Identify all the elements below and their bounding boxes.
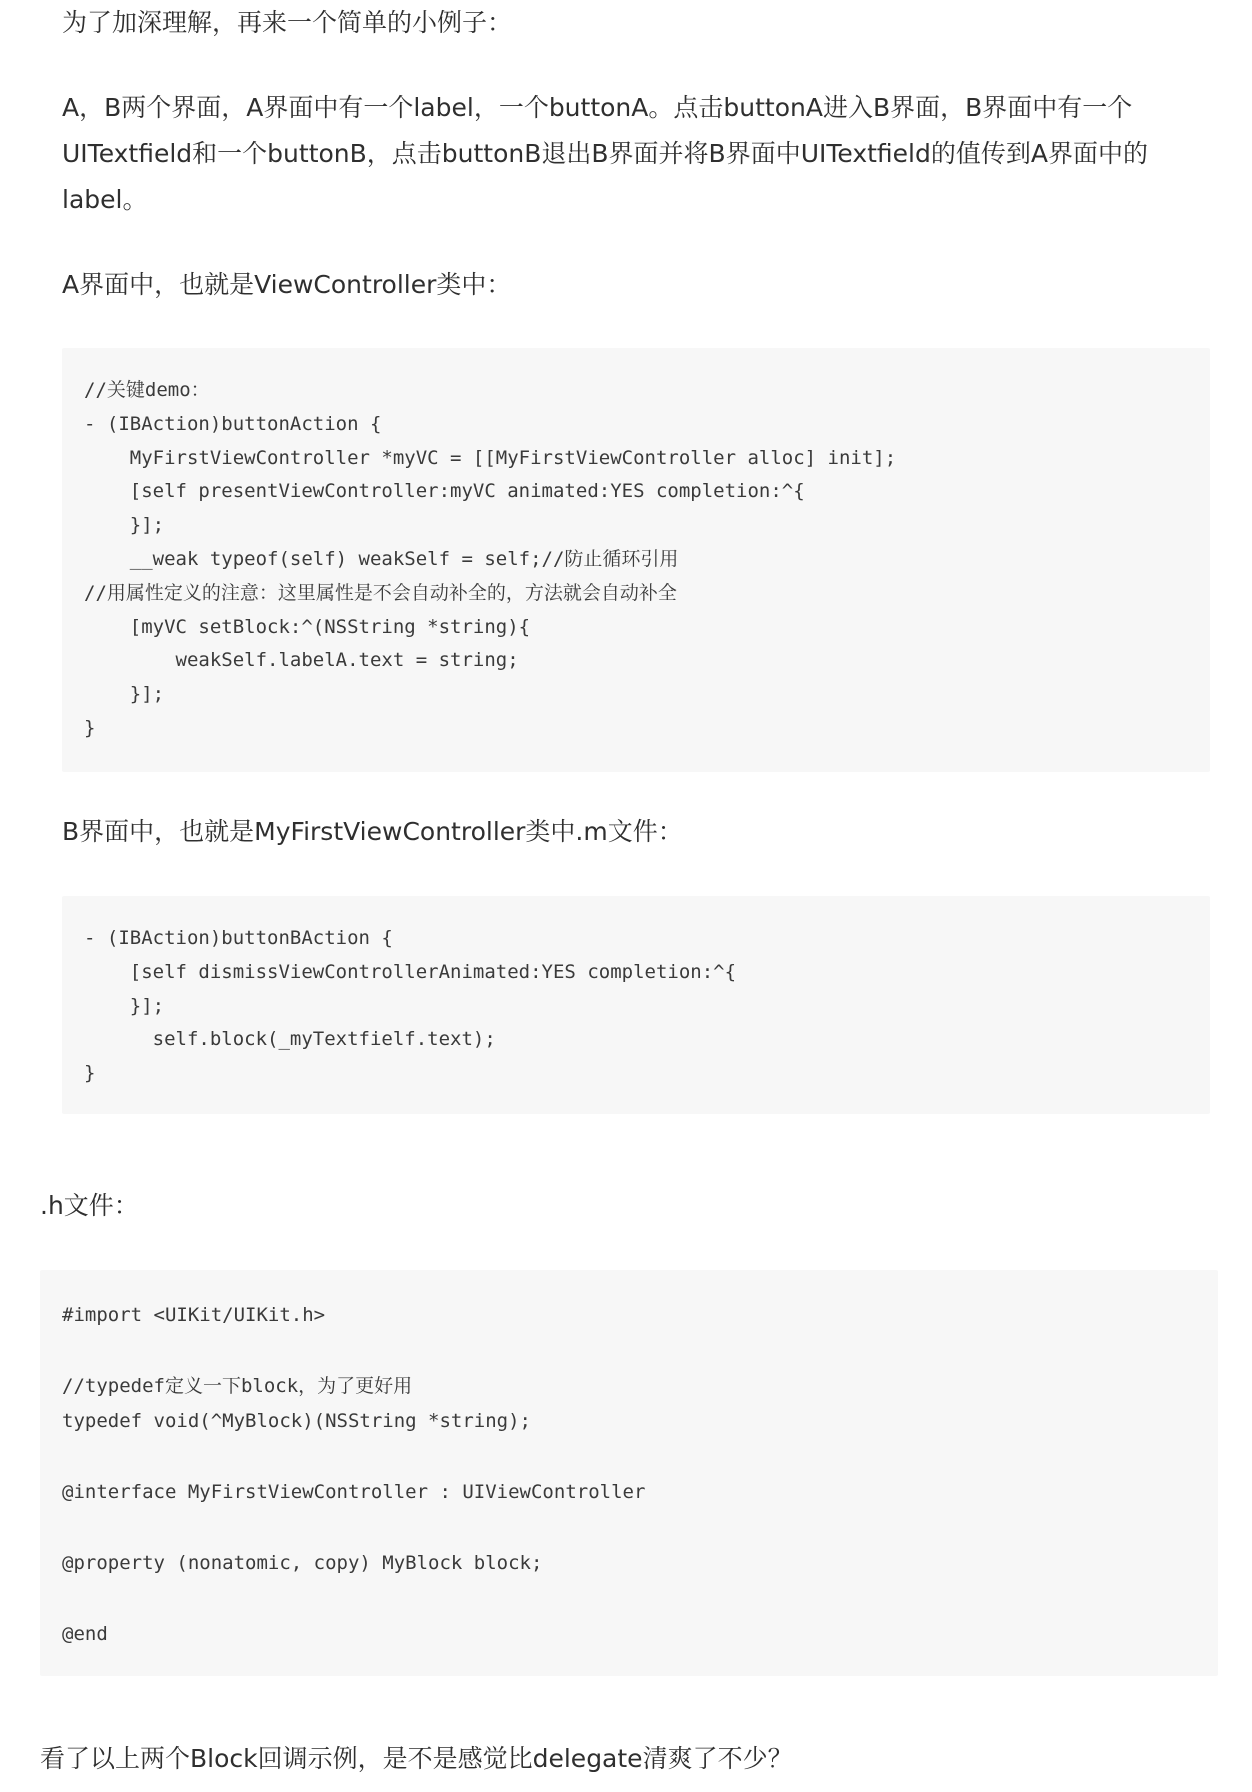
code-block-view-controller (62, 348, 1210, 772)
section-b-heading: B界面中，也就是MyFirstViewController类中.m文件： (62, 817, 683, 846)
intro-text: 为了加深理解，再来一个简单的小例子： (62, 8, 513, 37)
code-block-header-file (40, 1270, 1218, 1676)
code-text-first-view-controller-m: - (IBAction)buttonBAction { [self dismissViewControllerAnimated:YES completion:^{ }]; self.block(_myTextfielf.text); } (84, 927, 737, 1085)
code-text-view-controller: //关键demo： - (IBAction)buttonAction { MyFirstViewController *myVC = [[MyFirstViewController alloc] init]; [self presentViewController:myVC animated:YES completion:^{ }]; __weak typeof(self) weakSelf = self;//防止循环引用 //用属性定义的注意：这里属性是不会自动补全的，方法就会自动补全 [myVC setBlock:^(NSString *string){ weakSelf.labelA.text = string; }]; } (84, 379, 897, 739)
code-text-header-file: #import <UIKit/UIKit.h> //typedef定义一下block，为了更好用 typedef void(^MyBlock)(NSString *string); @interface MyFirstViewController : UIViewController @property (nonatomic, copy) MyBlock block; @end (62, 1304, 646, 1645)
description-text: A，B两个界面，A界面中有一个label，一个buttonA。点击buttonA进入B界面，B界面中有一个UITextfield和一个buttonB，点击buttonB退出B界面并将B界面中UITextfield的值传到A界面中的label。 (62, 93, 1148, 214)
section-h-heading: .h文件： (40, 1191, 139, 1220)
conclusion-text: 看了以上两个Block回调示例，是不是感觉比delegate清爽了不少？ (40, 1744, 793, 1773)
section-a-heading: A界面中，也就是ViewController类中： (62, 270, 512, 299)
code-block-first-view-controller-m (62, 896, 1210, 1114)
